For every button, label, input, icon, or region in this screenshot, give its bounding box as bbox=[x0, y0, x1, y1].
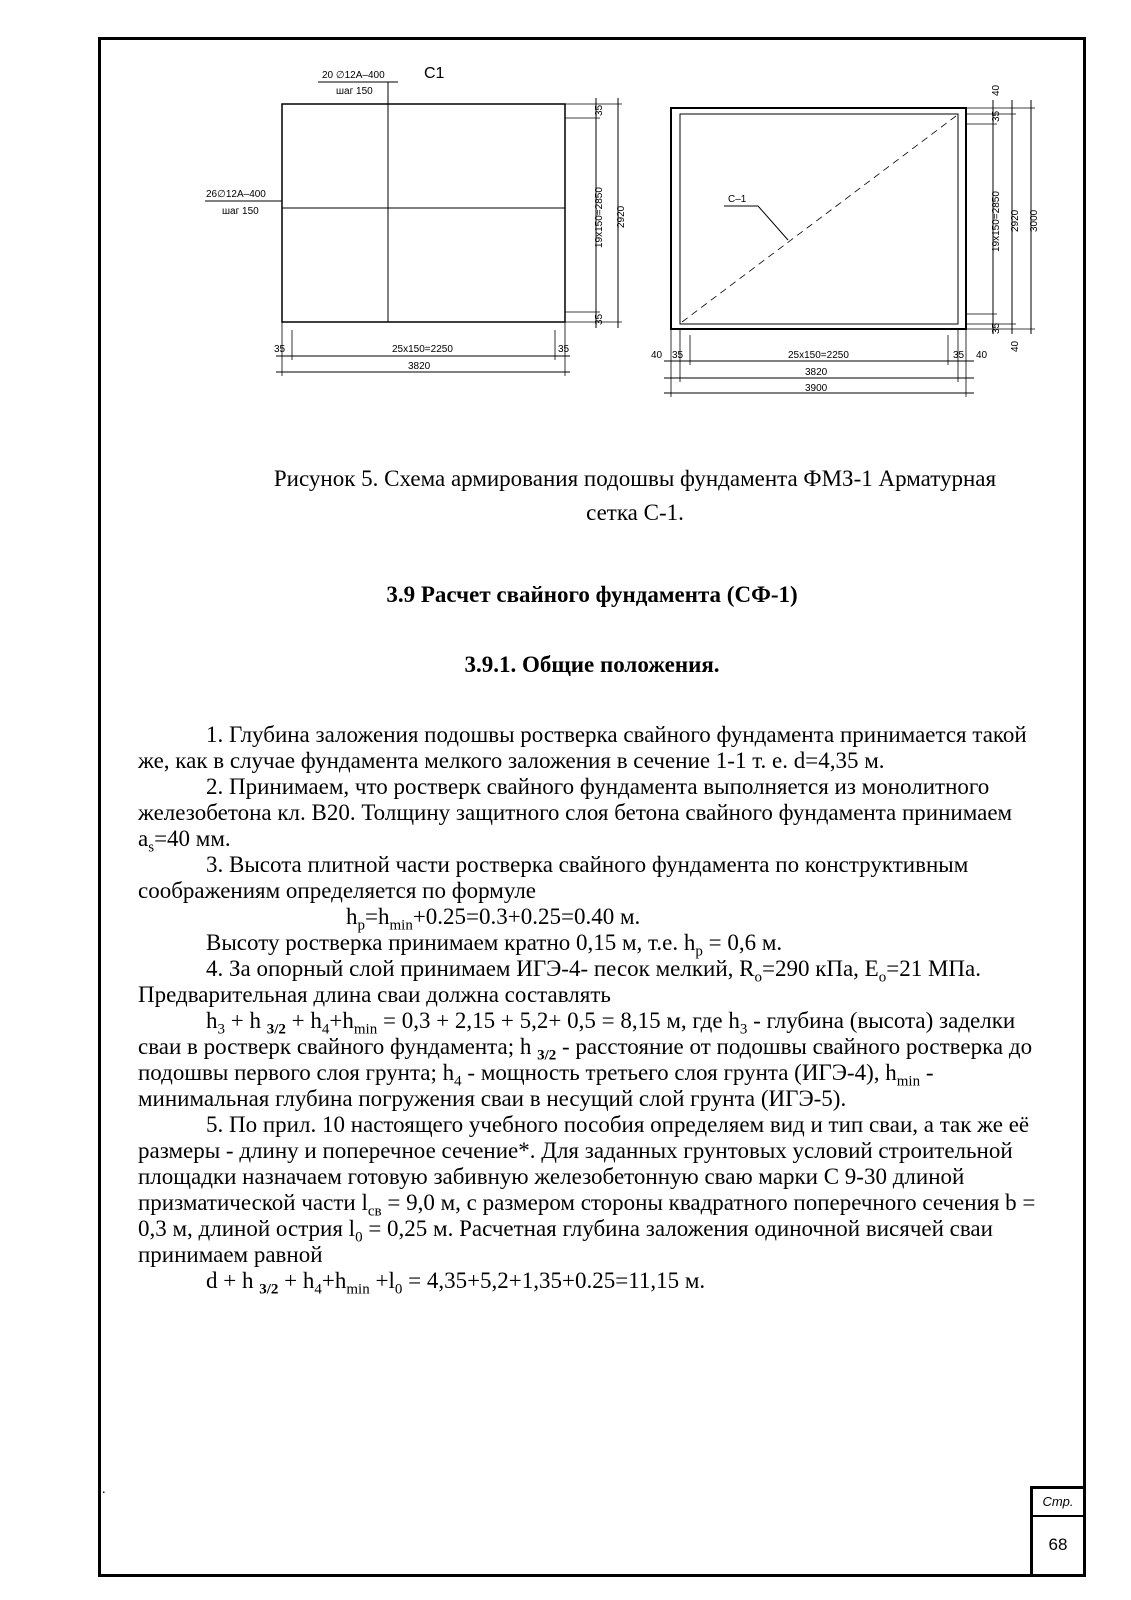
dim-horizontal-inner: 25x150=2250 bbox=[392, 344, 453, 355]
caption-line-1: Рисунок 5. Схема армирования подошвы фундамента ФМЗ-1 Арматурная bbox=[273, 466, 997, 491]
document-body bbox=[138, 722, 1063, 1298]
subscript: min bbox=[353, 1021, 378, 1038]
figure-caption bbox=[200, 462, 1070, 530]
text-run: +0.25=0.3+0.25=0.40 м. bbox=[412, 904, 641, 929]
side-bar-label: 26∅12A–400 bbox=[206, 189, 266, 200]
dim-horizontal-mid-right: 3820 bbox=[805, 367, 828, 378]
subscript: min bbox=[389, 917, 413, 934]
paragraph-3: 3. Высота плитной части ростверка свайного фундамента по конструктивным соображениям определяется по формуле bbox=[138, 852, 969, 903]
subscript: 0 bbox=[394, 1281, 403, 1298]
text-run: + h bbox=[278, 1268, 315, 1293]
text-run: +l bbox=[369, 1268, 395, 1293]
text-run: = 0,25 м. Расчетная глубина заложения одиночной висячей сваи принимаем равной bbox=[138, 1216, 993, 1267]
text-run: =40 мм. bbox=[154, 826, 231, 851]
dim-edge-left: 35 bbox=[274, 344, 286, 355]
dim-vertical-inner: 19x150=2850 bbox=[594, 187, 605, 248]
subscript: 3/2 bbox=[537, 1047, 557, 1064]
text-run: + h bbox=[285, 1008, 322, 1033]
subscript: o bbox=[878, 969, 887, 986]
text-run: = 9,0 м, с размером стороны квадратного поперечного сечения b = 0,3 м, длиной острия l bbox=[138, 1190, 1036, 1241]
text-run: - глубина (высота) заделки сваи в ростверк свайного фундамента; h bbox=[138, 1008, 1016, 1059]
paragraph-1: 1. Глубина заложения подошвы ростверка свайного фундамента принимается такой же, как в случае фундамента мелкого заложения в сечение 1-1 т. е. d=4,35 м. bbox=[138, 722, 1027, 773]
dim-right-cover: 40 bbox=[976, 350, 988, 361]
text-run: =21 МПа. Предварительная длина сваи должна составлять bbox=[138, 956, 981, 1007]
dim-top-edge: 35 bbox=[991, 110, 1002, 122]
text-run: = 0,6 м. bbox=[702, 930, 783, 955]
text-run: = 0,3 + 2,15 + 5,2+ 0,5 = 8,15 м, где h bbox=[377, 1008, 740, 1033]
dim-vertical-outer-right: 3000 bbox=[1029, 209, 1040, 232]
dim-left-edge: 35 bbox=[672, 350, 684, 361]
top-bar-step: шаг 150 bbox=[336, 86, 373, 97]
subscript: s bbox=[148, 839, 155, 856]
dim-edge-bottom: 35 bbox=[594, 313, 605, 325]
subscript: o bbox=[754, 969, 762, 986]
dim-edge-right: 35 bbox=[558, 344, 570, 355]
subscript: min bbox=[346, 1281, 370, 1298]
mesh-plan-left bbox=[205, 82, 622, 376]
subscript: 3 bbox=[739, 1021, 748, 1038]
page-number: 68 bbox=[1048, 1535, 1068, 1554]
reinforcement-drawings bbox=[0, 0, 1131, 420]
dim-left-cover: 40 bbox=[651, 350, 663, 361]
text-run: d + h bbox=[206, 1268, 260, 1293]
text-run: =h bbox=[365, 904, 390, 929]
subscript: 4 bbox=[454, 1073, 462, 1090]
section-title: 3.9 Расчет свайного фундамента (СФ-1) bbox=[386, 582, 798, 607]
text-run: 5. По прил. 10 настоящего учебного пособия определяем вид и тип сваи, а так же её размеры - длину и поперечное сечение*. Для заданных грунтовых условий строительной площадки назначаем готовую забивную железобетонную сваю марки С 9-30 длиной призматической части l bbox=[138, 1112, 1030, 1215]
subscript: 4 bbox=[321, 1021, 330, 1038]
subscript: 3 bbox=[217, 1021, 225, 1038]
text-run: =290 кПа, E bbox=[761, 956, 879, 981]
subscript: p bbox=[357, 917, 365, 934]
side-bar-step: шаг 150 bbox=[222, 206, 259, 217]
subscript: p bbox=[695, 943, 703, 960]
mesh-title-c1: C1 bbox=[424, 65, 445, 82]
top-bar-label: 20 ∅12A–400 bbox=[322, 70, 385, 81]
dim-horizontal-outer-right: 3900 bbox=[805, 383, 828, 394]
subscript: 3/2 bbox=[259, 1281, 279, 1298]
text-run: 2. Принимаем, что ростверк свайного фундамента выполняется из монолитного железобетона кл. В20. Толщину защитного слоя бетона свайного фундамента принимаем a bbox=[138, 774, 1013, 851]
footer-dot: . bbox=[102, 1482, 106, 1497]
text-run: 4. За опорный слой принимаем ИГЭ-4- песок мелкий, R bbox=[206, 956, 755, 981]
caption-line-2: сетка С-1. bbox=[586, 500, 684, 525]
text-run: h bbox=[206, 1008, 218, 1033]
text-run: + h bbox=[225, 1008, 267, 1033]
subscript: 0 bbox=[355, 1229, 363, 1246]
dim-bottom-cover: 40 bbox=[1010, 340, 1021, 352]
dim-vertical-mid-right: 2920 bbox=[1010, 209, 1021, 232]
subsection-title: 3.9.1. Общие положения. bbox=[464, 652, 720, 677]
formula-2-paragraph bbox=[138, 1008, 1063, 1112]
dim-horizontal-outer: 3820 bbox=[408, 361, 431, 372]
paragraph-2 bbox=[138, 774, 1063, 856]
subscript: св bbox=[367, 1203, 382, 1220]
dim-horizontal-inner-right: 25x150=2250 bbox=[788, 350, 849, 361]
paragraph-4 bbox=[138, 956, 1063, 1008]
text-run: h bbox=[346, 904, 358, 929]
subscript: 4 bbox=[314, 1281, 322, 1298]
dim-vertical-inner-right: 19x150=2850 bbox=[991, 191, 1002, 252]
text-run: +h bbox=[321, 1268, 347, 1293]
text-run: - мощность третьего слоя грунта (ИГЭ-4), h bbox=[461, 1060, 897, 1085]
paragraph-5 bbox=[138, 1112, 1063, 1268]
dim-vertical-outer: 2920 bbox=[616, 205, 627, 228]
text-run: - расстояние от подошвы свайного ростверка до подошвы первого слоя грунта; h bbox=[138, 1034, 1033, 1085]
dim-right-edge: 35 bbox=[953, 350, 965, 361]
text-run: - минимальная глубина погружения сваи в несущий слой грунта (ИГЭ-5). bbox=[138, 1060, 934, 1111]
subscript: 3/2 bbox=[266, 1021, 286, 1038]
stamp-label: Стр. bbox=[1033, 1489, 1083, 1517]
dim-edge-top: 35 bbox=[594, 104, 605, 116]
text-run: Высоту ростверка принимаем кратно 0,15 м, т.е. h bbox=[206, 930, 696, 955]
dim-top-cover: 40 bbox=[991, 84, 1002, 96]
page-stamp bbox=[1030, 1486, 1083, 1574]
text-run: +h bbox=[329, 1008, 354, 1033]
subscript: min bbox=[896, 1073, 921, 1090]
formula-1 bbox=[138, 904, 1063, 934]
leader-label-c1: C–1 bbox=[728, 194, 747, 205]
formula-3 bbox=[138, 1268, 1063, 1298]
dim-bottom-edge: 35 bbox=[991, 322, 1002, 334]
paragraph-3b bbox=[138, 930, 1063, 960]
text-run: = 4,35+5,2+1,35+0.25=11,15 м. bbox=[402, 1268, 706, 1293]
